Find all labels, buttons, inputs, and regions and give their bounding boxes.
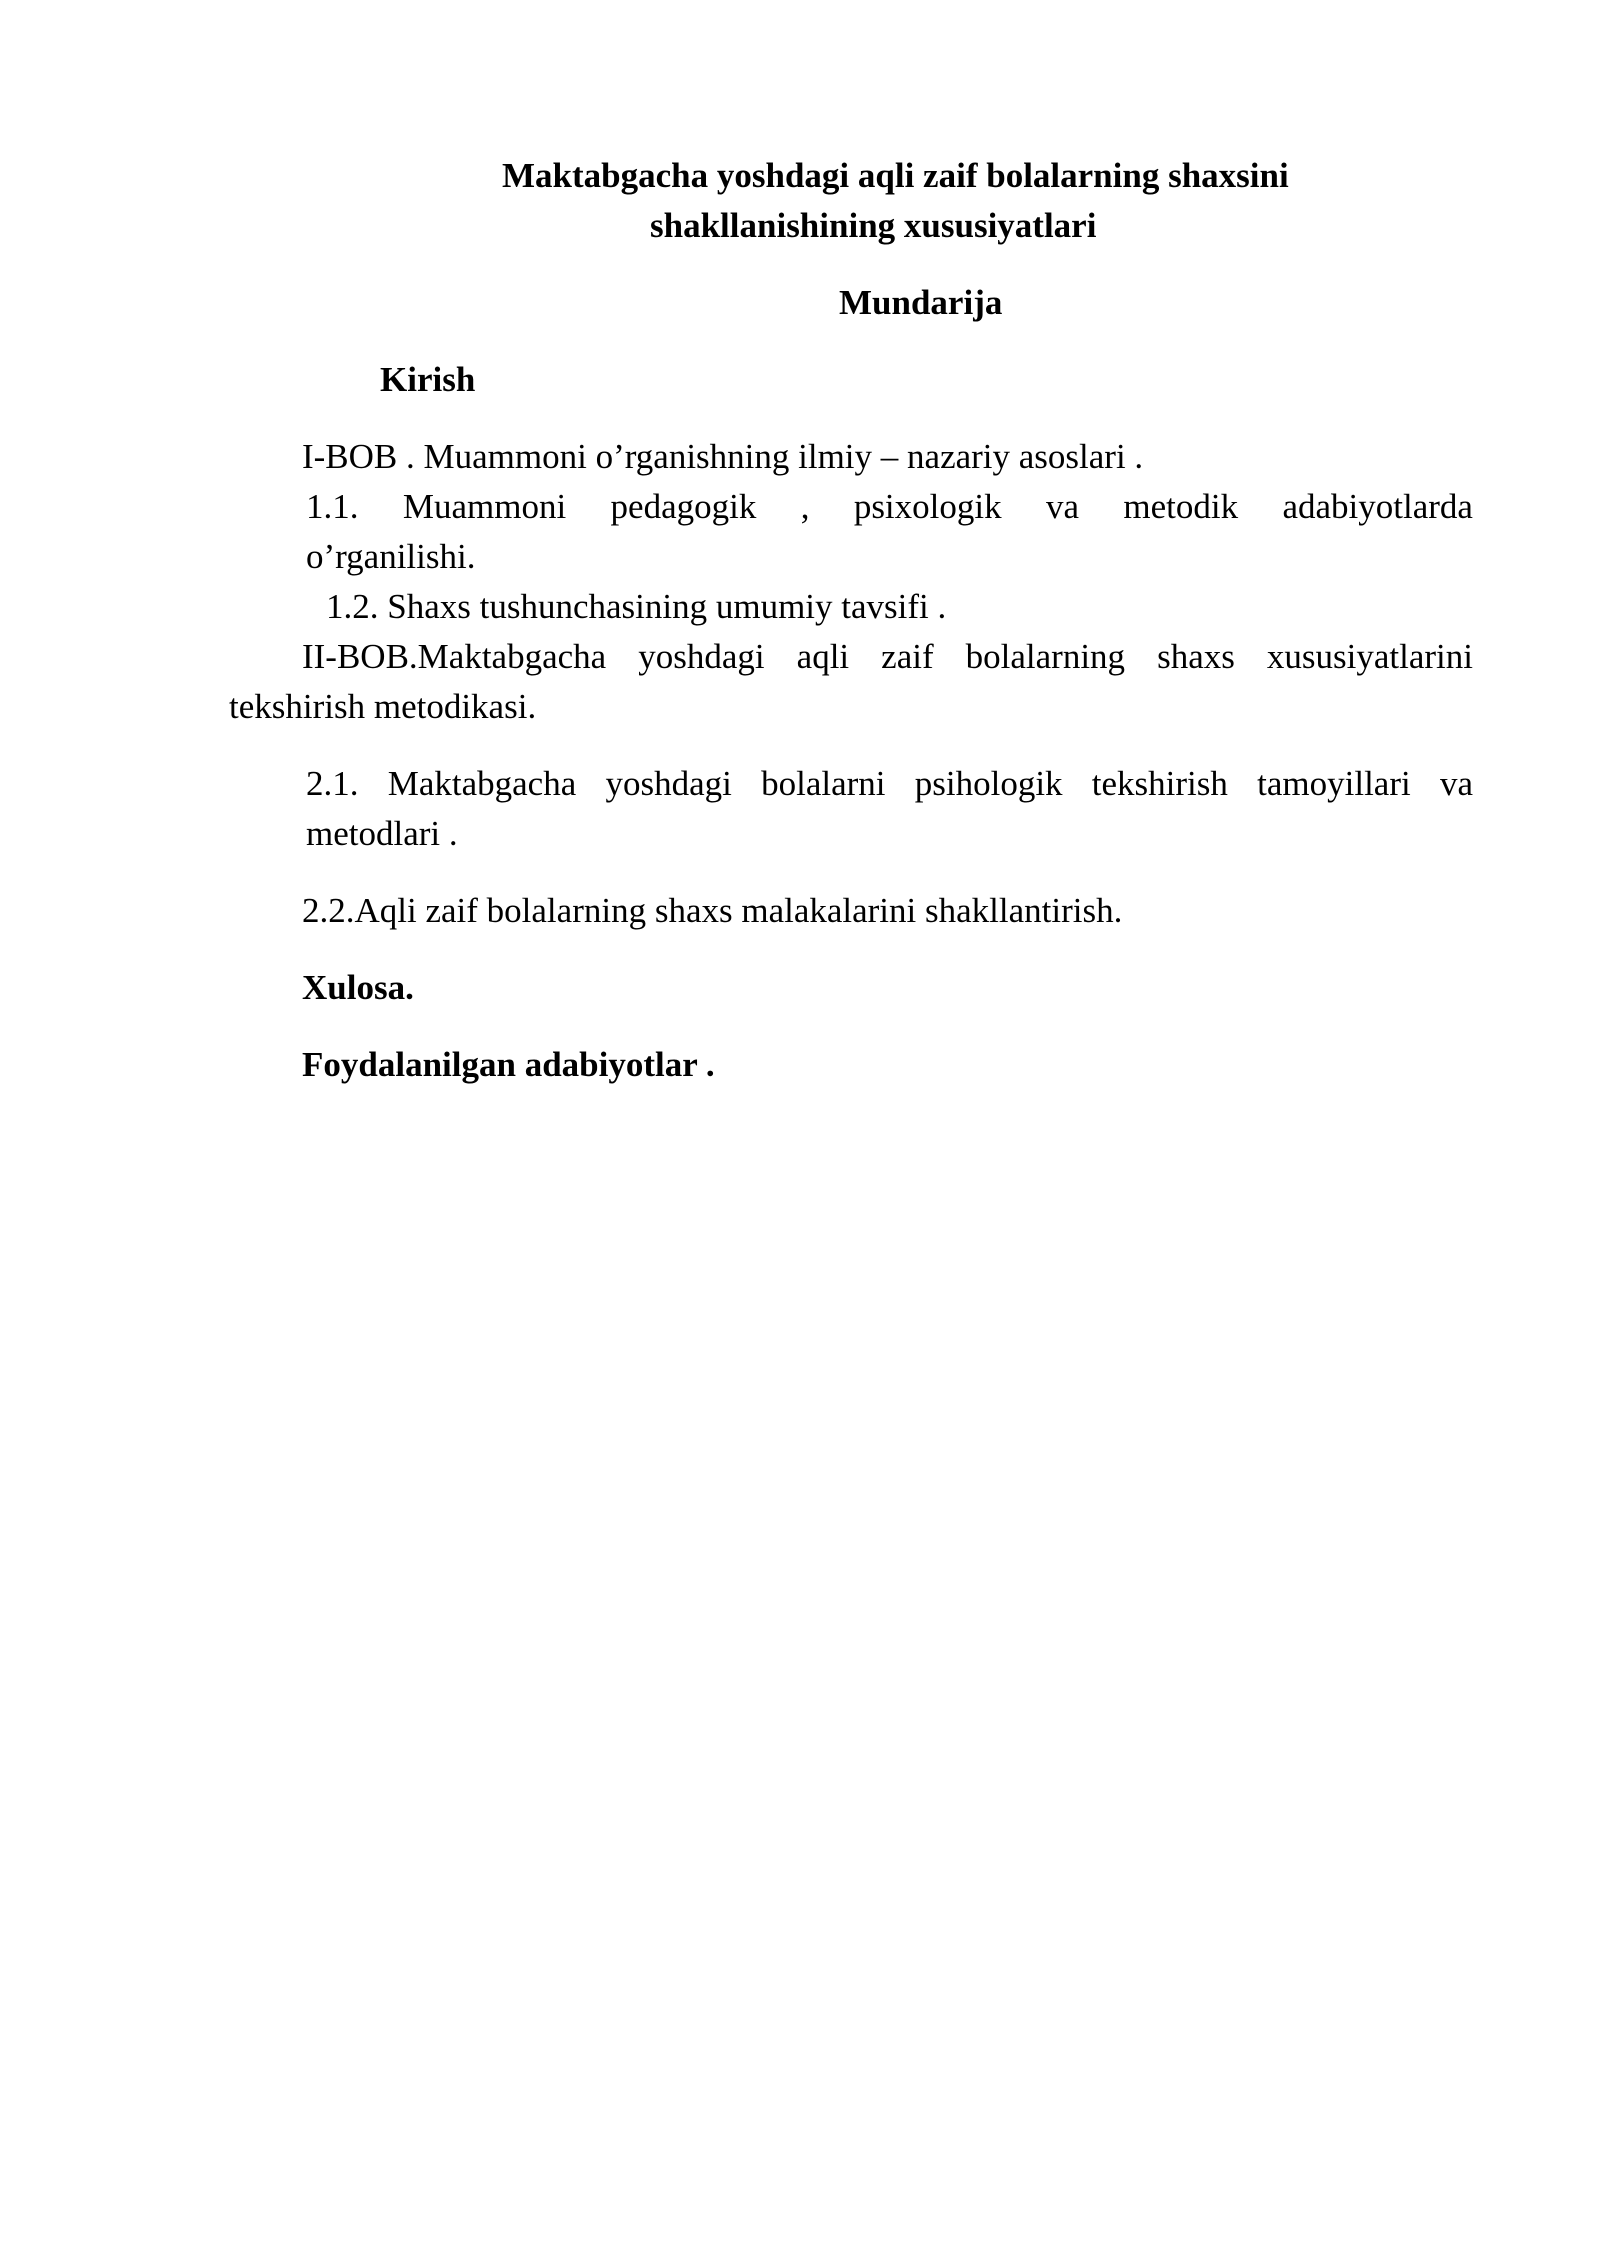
toc-word: tamoyillari bbox=[1257, 764, 1411, 803]
toc-entry-2-2: 2.2.Aqli zaif bolalarning shaxs malakalarini shakllantirish. bbox=[302, 891, 1123, 930]
toc-word: shaxs bbox=[1157, 637, 1235, 676]
toc-word: xususiyatlarini bbox=[1266, 637, 1473, 676]
toc-word: pedagogik bbox=[610, 487, 757, 526]
toc-word: , bbox=[800, 487, 810, 526]
toc-word: 2.1. bbox=[306, 764, 359, 803]
document-title-line-1: Maktabgacha yoshdagi aqli zaif bolalarning shaxsini bbox=[502, 156, 1289, 195]
toc-entry-bob-2-continuation: tekshirish metodikasi. bbox=[229, 687, 537, 726]
toc-word: yoshdagi bbox=[638, 637, 765, 676]
toc-word: Maktabgacha bbox=[387, 764, 577, 803]
toc-word: psixologik bbox=[853, 487, 1002, 526]
toc-word: metodik bbox=[1123, 487, 1239, 526]
toc-word: tekshirish bbox=[1091, 764, 1228, 803]
toc-word: yoshdagi bbox=[605, 764, 732, 803]
toc-entry-adabiyotlar: Foydalanilgan adabiyotlar . bbox=[302, 1045, 715, 1084]
toc-entry-1-1-continuation: o’rganilishi. bbox=[306, 537, 476, 576]
toc-entry-bob-2 bbox=[302, 632, 1473, 682]
document-title-line-2: shakllanishining xususiyatlari bbox=[650, 206, 1097, 245]
toc-word: zaif bbox=[881, 637, 934, 676]
toc-entry-2-1 bbox=[306, 759, 1473, 809]
toc-word: II-BOB.Maktabgacha bbox=[302, 637, 607, 676]
toc-word: aqli bbox=[796, 637, 850, 676]
toc-entry-1-2: 1.2. Shaxs tushunchasining umumiy tavsifi . bbox=[326, 587, 947, 626]
toc-entry-1-1 bbox=[306, 482, 1473, 532]
toc-word: 1.1. bbox=[306, 487, 359, 526]
toc-word: bolalarning bbox=[965, 637, 1126, 676]
toc-word: adabiyotlarda bbox=[1282, 487, 1473, 526]
toc-word: va bbox=[1045, 487, 1080, 526]
toc-entry-bob-1: I-BOB . Muammoni o’rganishning ilmiy – nazariy asoslari . bbox=[302, 437, 1144, 476]
toc-entry-xulosa: Xulosa. bbox=[302, 968, 414, 1007]
toc-word: va bbox=[1439, 764, 1473, 803]
toc-heading: Mundarija bbox=[839, 283, 1003, 322]
toc-word: psihologik bbox=[914, 764, 1063, 803]
toc-entry-2-1-continuation: metodlari . bbox=[306, 814, 458, 853]
toc-word: bolalarni bbox=[761, 764, 886, 803]
toc-word: Muammoni bbox=[402, 487, 567, 526]
toc-entry-kirish: Kirish bbox=[380, 360, 476, 399]
